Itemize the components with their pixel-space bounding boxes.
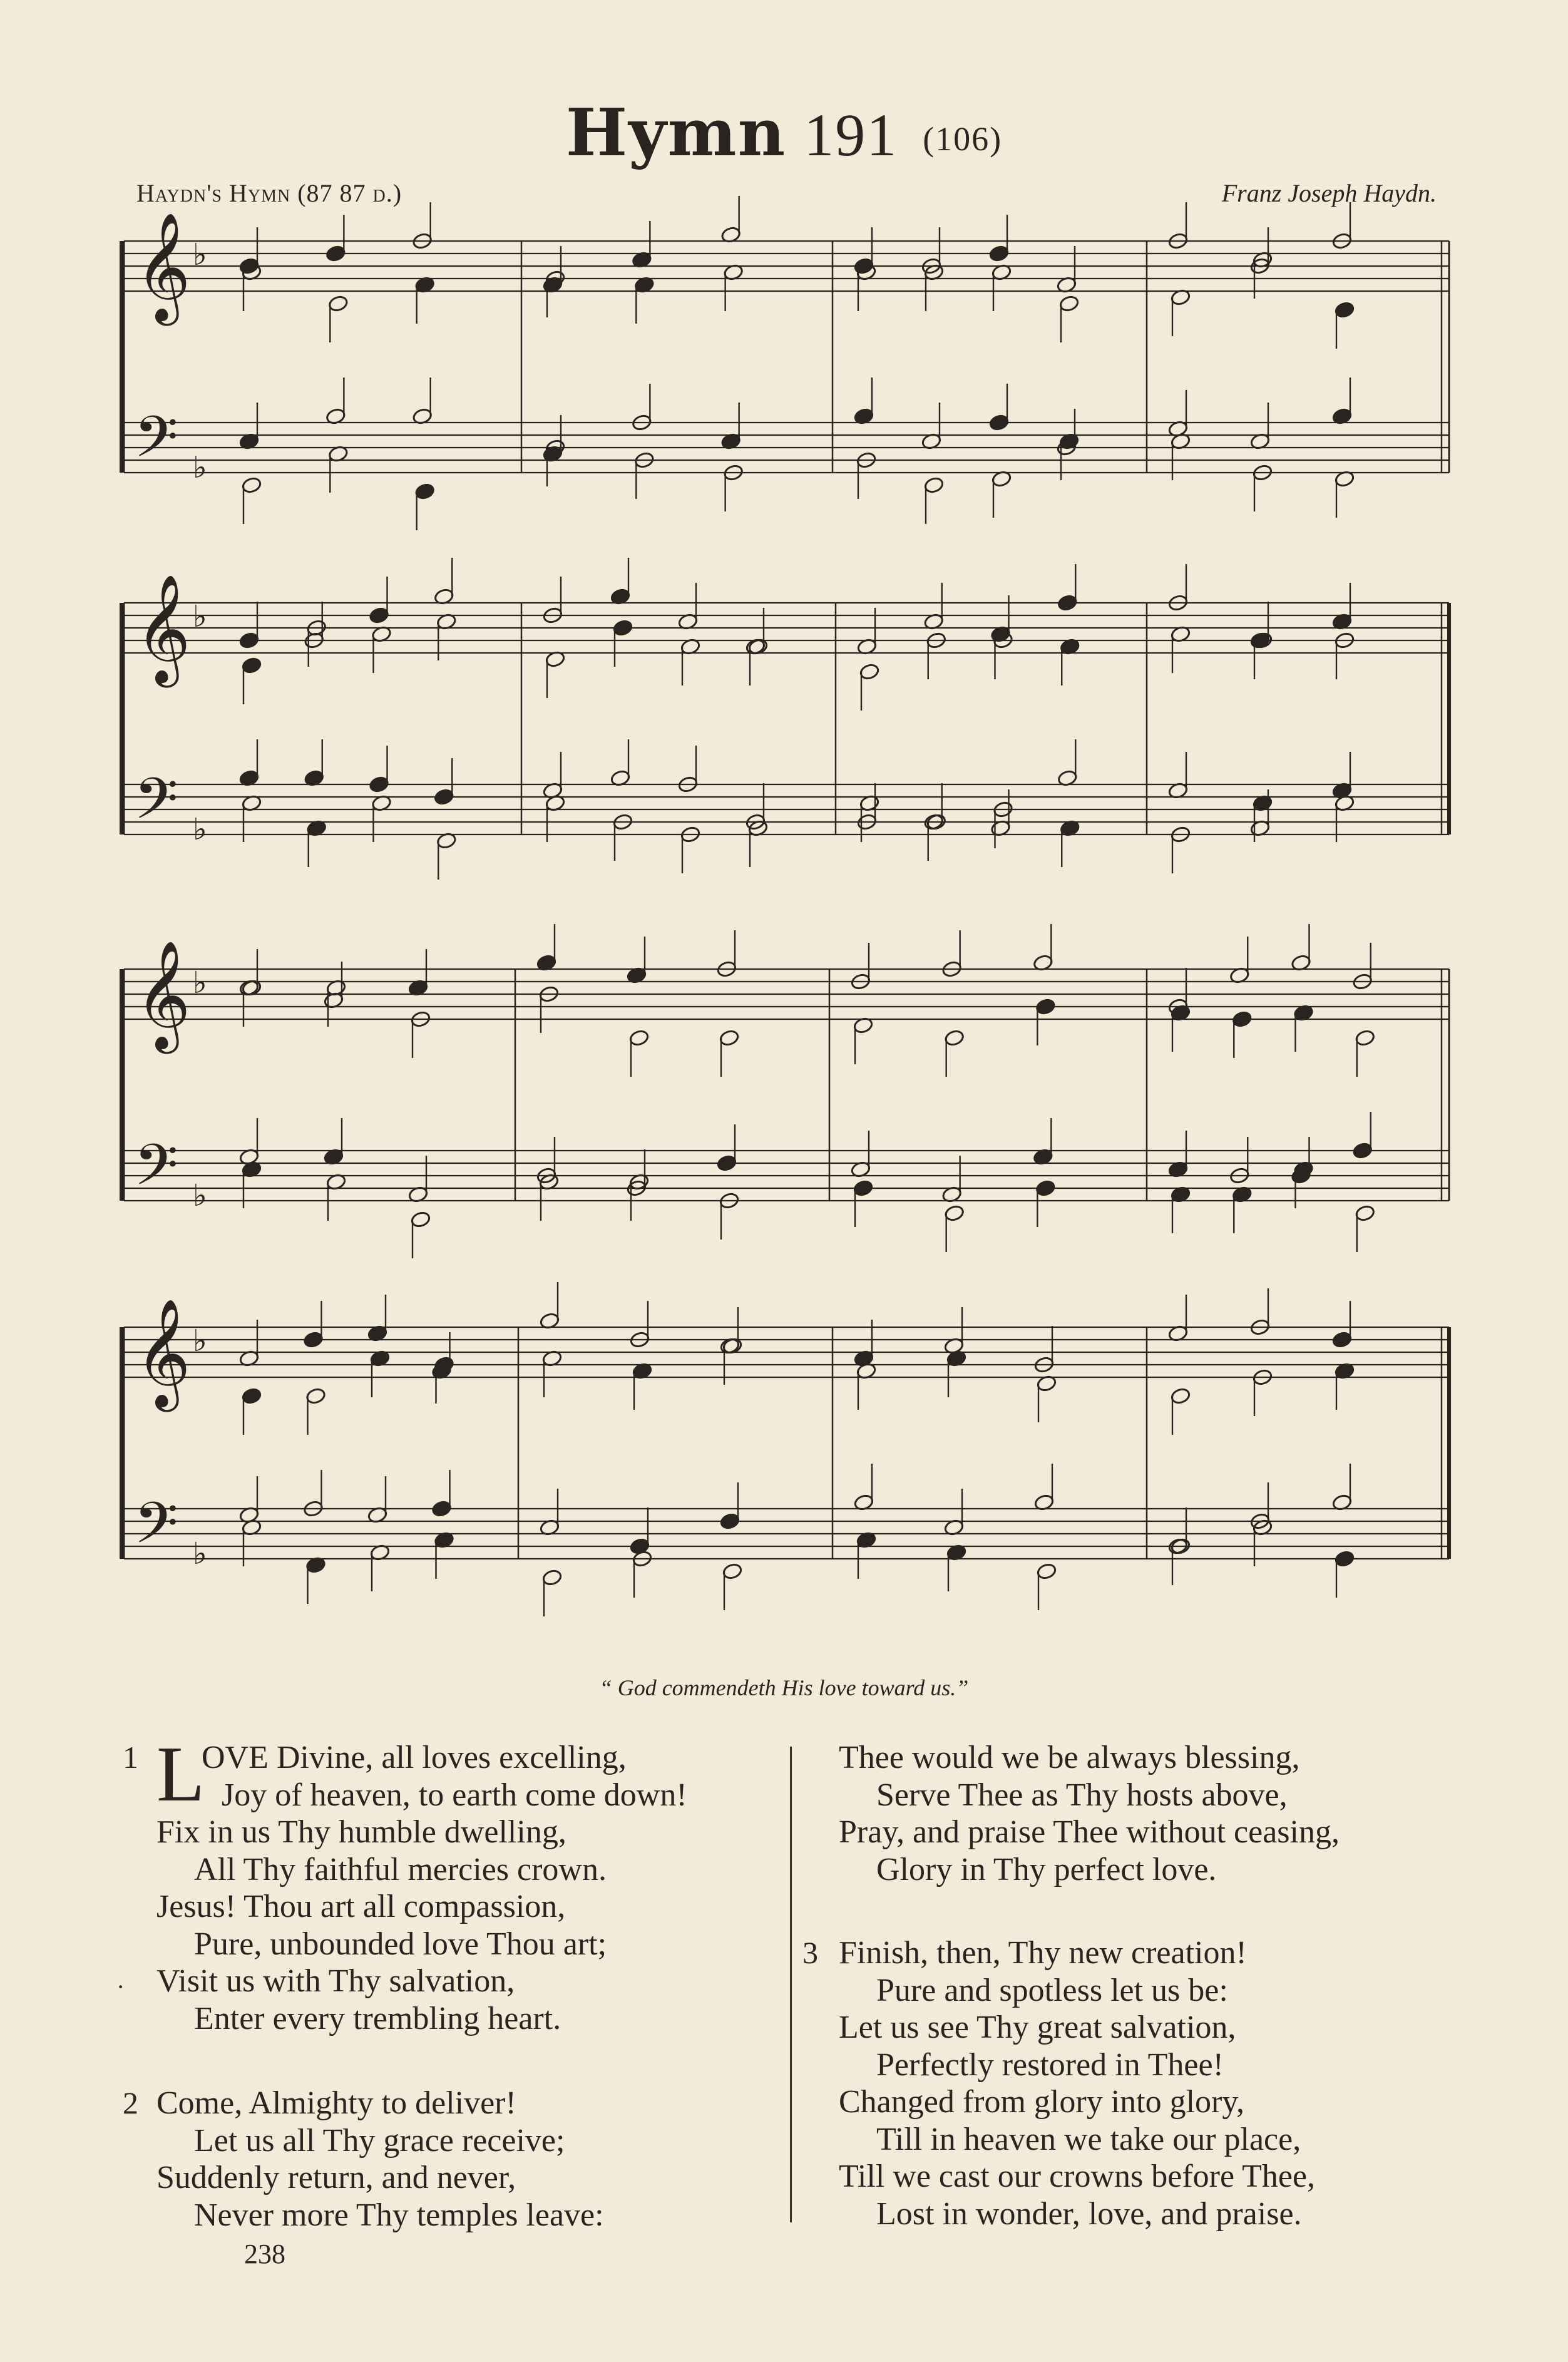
note-head	[369, 776, 389, 793]
verse-1	[156, 1731, 687, 2037]
note-head	[1036, 1563, 1057, 1580]
note-head	[369, 607, 389, 624]
verse-line: Changed from glory into glory,	[839, 2084, 1244, 2120]
note-head	[1355, 1204, 1375, 1222]
note-head	[303, 1331, 324, 1348]
note-head	[1334, 301, 1355, 319]
verse-line: Lost in wonder, love, and praise.	[876, 2195, 1302, 2232]
note-head	[719, 1512, 740, 1530]
note-head	[325, 245, 346, 262]
note-head	[719, 1029, 739, 1047]
note-head	[1170, 1387, 1191, 1405]
note-head	[1355, 1029, 1375, 1047]
flat-sign: ♭	[193, 237, 207, 272]
note-head	[722, 1563, 742, 1580]
note-head	[414, 483, 435, 500]
note-head	[238, 632, 259, 649]
verse-line: Let us see Thy great salvation,	[839, 2010, 1236, 2045]
note-head	[1232, 1010, 1253, 1028]
note-head	[1334, 1550, 1355, 1568]
flat-sign: ♭	[193, 450, 207, 485]
verse-2-continued	[839, 1739, 1340, 1888]
note-head	[241, 657, 262, 674]
note-head	[410, 1211, 431, 1228]
flat-sign: ♭	[193, 812, 207, 847]
verse-line: Come, Almighty to deliver!	[156, 2085, 516, 2121]
note-head	[988, 245, 1009, 262]
verse-line: Serve Thee as Thy hosts above,	[876, 1777, 1288, 1813]
verse-line: Till we cast our crowns before Thee,	[839, 2159, 1316, 2194]
note-head	[988, 414, 1009, 431]
note-head	[1352, 1142, 1373, 1159]
verse-line: Never more Thy temples leave:	[194, 2197, 604, 2233]
verse-line: Thee would we be always blessing,	[839, 1740, 1300, 1775]
note-head	[1331, 1331, 1352, 1348]
page-number: 238	[244, 2239, 285, 2269]
note-head	[859, 663, 879, 680]
verse-3	[839, 1934, 1315, 2232]
verse-line: Finish, then, Thy new creation!	[839, 1935, 1247, 1971]
bass-clef-icon: 𝄢	[134, 766, 178, 846]
verse-line: Enter every trembling heart.	[194, 2000, 561, 2036]
verse-line: Perfectly restored in Thee!	[876, 2046, 1224, 2083]
note-head	[1035, 998, 1056, 1015]
note-head	[944, 1204, 965, 1222]
title-word: Hymn	[565, 94, 787, 171]
verse-line: Visit us with Thy salvation,	[156, 1963, 515, 1999]
verse-line: Fix in us Thy humble dwelling,	[156, 1814, 566, 1850]
note-head	[541, 1569, 562, 1586]
treble-clef-icon: 𝄞	[135, 1298, 191, 1407]
verse-2	[156, 2085, 604, 2234]
bass-clef-icon: 𝄢	[134, 1132, 178, 1212]
verse-line: Let us all Thy grace receive;	[194, 2122, 565, 2159]
composer-name: Franz Joseph Haydn.	[1221, 179, 1437, 207]
verse-line: Jesus! Thou art all compassion,	[156, 1889, 566, 1924]
flat-sign: ♭	[193, 965, 207, 1000]
scripture-quote: “ God commendeth His love toward us.”	[599, 1675, 969, 1700]
verse-line: Till in heaven we take our place,	[876, 2121, 1301, 2157]
verse-line: OVE Divine, all loves excelling,	[202, 1740, 627, 1775]
note-head	[853, 1179, 873, 1197]
flat-sign: ♭	[193, 1178, 207, 1213]
flat-sign: ♭	[193, 1536, 207, 1571]
note-head	[431, 1500, 452, 1517]
tune-name: Haydn's Hymn (87 87 d.)	[136, 179, 402, 207]
verse-line: Pray, and praise Thee without ceasing,	[839, 1814, 1340, 1850]
verse-number: 2	[123, 2085, 138, 2120]
verse-line: Pure, unbounded love Thou art;	[194, 1926, 607, 1962]
note-head	[305, 1387, 326, 1405]
flat-sign: ♭	[193, 599, 207, 634]
note-head	[328, 295, 349, 312]
flat-sign: ♭	[193, 1323, 207, 1358]
drop-cap: L	[156, 1731, 205, 1818]
hymn-number: 191	[804, 101, 898, 168]
note-head	[944, 1029, 965, 1047]
note-head	[241, 1387, 262, 1405]
verse-number: 1	[123, 1740, 138, 1775]
note-head	[716, 1154, 737, 1172]
verse-line: Glory in Thy perfect love.	[876, 1851, 1217, 1887]
note-head	[612, 619, 633, 637]
note-head	[923, 476, 944, 494]
note-head	[628, 1029, 649, 1047]
note-head	[434, 788, 454, 806]
note-head	[1058, 295, 1079, 312]
note-head	[241, 476, 262, 494]
verse-mark: ·	[116, 1973, 125, 2001]
alt-hymn-number: (106)	[923, 120, 1003, 158]
treble-clef-icon: 𝄞	[135, 574, 191, 683]
treble-clef-icon: 𝄞	[135, 940, 191, 1049]
bass-clef-icon: 𝄢	[134, 1490, 178, 1570]
bass-clef-icon: 𝄢	[134, 404, 178, 484]
verse-line: Joy of heaven, to earth come down!	[222, 1777, 687, 1813]
note-head	[1035, 1179, 1056, 1197]
treble-clef-icon: 𝄞	[135, 212, 191, 321]
verse-number: 3	[802, 1935, 818, 1970]
verse-line: Pure and spotless let us be:	[876, 1972, 1228, 2008]
verse-line: Suddenly return, and never,	[156, 2160, 516, 2195]
note-head	[1057, 594, 1078, 612]
verse-line: All Thy faithful mercies crown.	[194, 1851, 607, 1887]
column-divider	[790, 1747, 792, 2222]
